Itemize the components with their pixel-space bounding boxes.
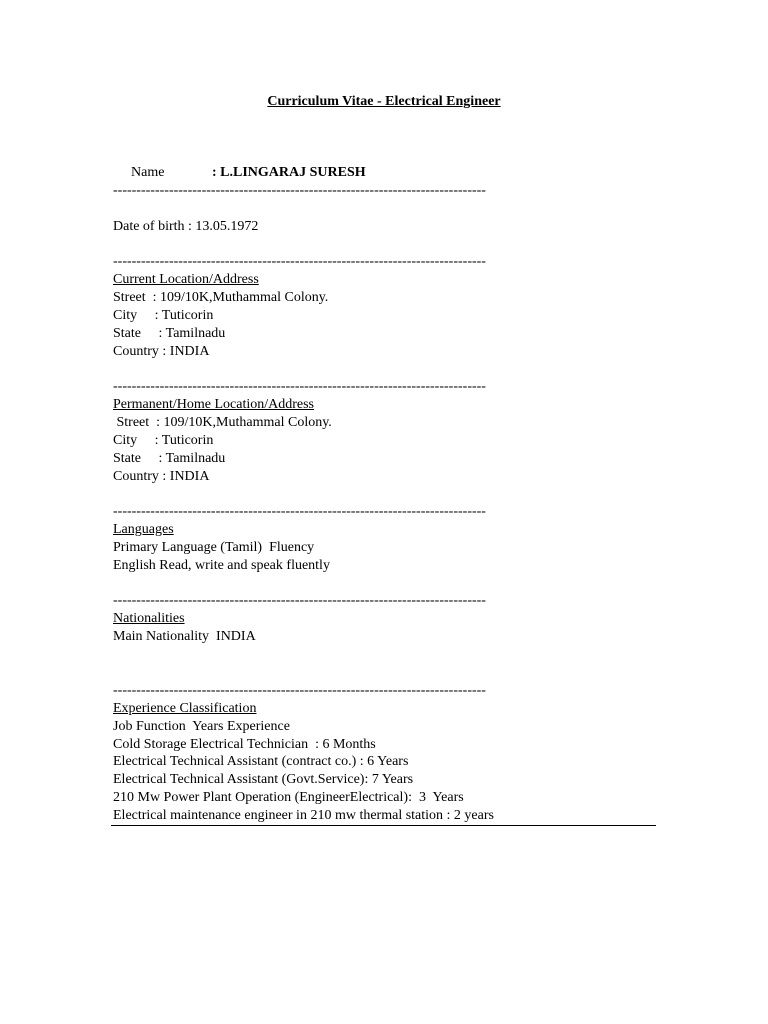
experience-line: Electrical Technical Assistant (Govt.Service): 7 Years xyxy=(113,772,414,787)
current-address-heading: Current Location/Address xyxy=(113,272,259,287)
experience-heading: Experience Classification xyxy=(113,701,257,716)
date-of-birth: Date of birth : 13.05.1972 xyxy=(113,219,259,234)
separator: -------------------------------------------------------------------------------- xyxy=(113,183,486,198)
experience-line: Electrical maintenance engineer in 210 mw thermal station : 2 years xyxy=(113,808,494,823)
separator: -------------------------------------------------------------------------------- xyxy=(113,379,486,394)
experience-line: Cold Storage Electrical Technician : 6 Months xyxy=(113,737,376,752)
name-value: : L.LINGARAJ SURESH xyxy=(212,165,366,180)
current-street: Street : 109/10K,Muthammal Colony. xyxy=(113,290,329,305)
separator: -------------------------------------------------------------------------------- xyxy=(113,254,486,269)
current-state: State : Tamilnadu xyxy=(113,326,226,341)
current-city: City : Tuticorin xyxy=(113,308,214,323)
current-country: Country : INDIA xyxy=(113,344,210,359)
experience-line: Electrical Technical Assistant (contract co.) : 6 Years xyxy=(113,754,409,769)
separator: -------------------------------------------------------------------------------- xyxy=(113,593,486,608)
experience-line: 210 Mw Power Plant Operation (EngineerElectrical): 3 Years xyxy=(113,790,464,805)
permanent-city: City : Tuticorin xyxy=(113,433,214,448)
languages-line: Primary Language (Tamil) Fluency xyxy=(113,540,315,555)
languages-heading: Languages xyxy=(113,522,174,537)
bottom-rule xyxy=(111,825,656,826)
separator: -------------------------------------------------------------------------------- xyxy=(113,504,486,519)
experience-line: Job Function Years Experience xyxy=(113,719,290,734)
document-title: Curriculum Vitae - Electrical Engineer xyxy=(267,94,501,109)
nationality-line: Main Nationality INDIA xyxy=(113,629,256,644)
nationalities-heading: Nationalities xyxy=(113,611,185,626)
separator: -------------------------------------------------------------------------------- xyxy=(113,683,486,698)
permanent-street: Street : 109/10K,Muthammal Colony. xyxy=(113,415,332,430)
permanent-address-heading: Permanent/Home Location/Address xyxy=(113,397,315,412)
languages-line: English Read, write and speak fluently xyxy=(113,558,330,573)
permanent-country: Country : INDIA xyxy=(113,469,210,484)
name-label: Name xyxy=(131,165,165,180)
permanent-state: State : Tamilnadu xyxy=(113,451,226,466)
